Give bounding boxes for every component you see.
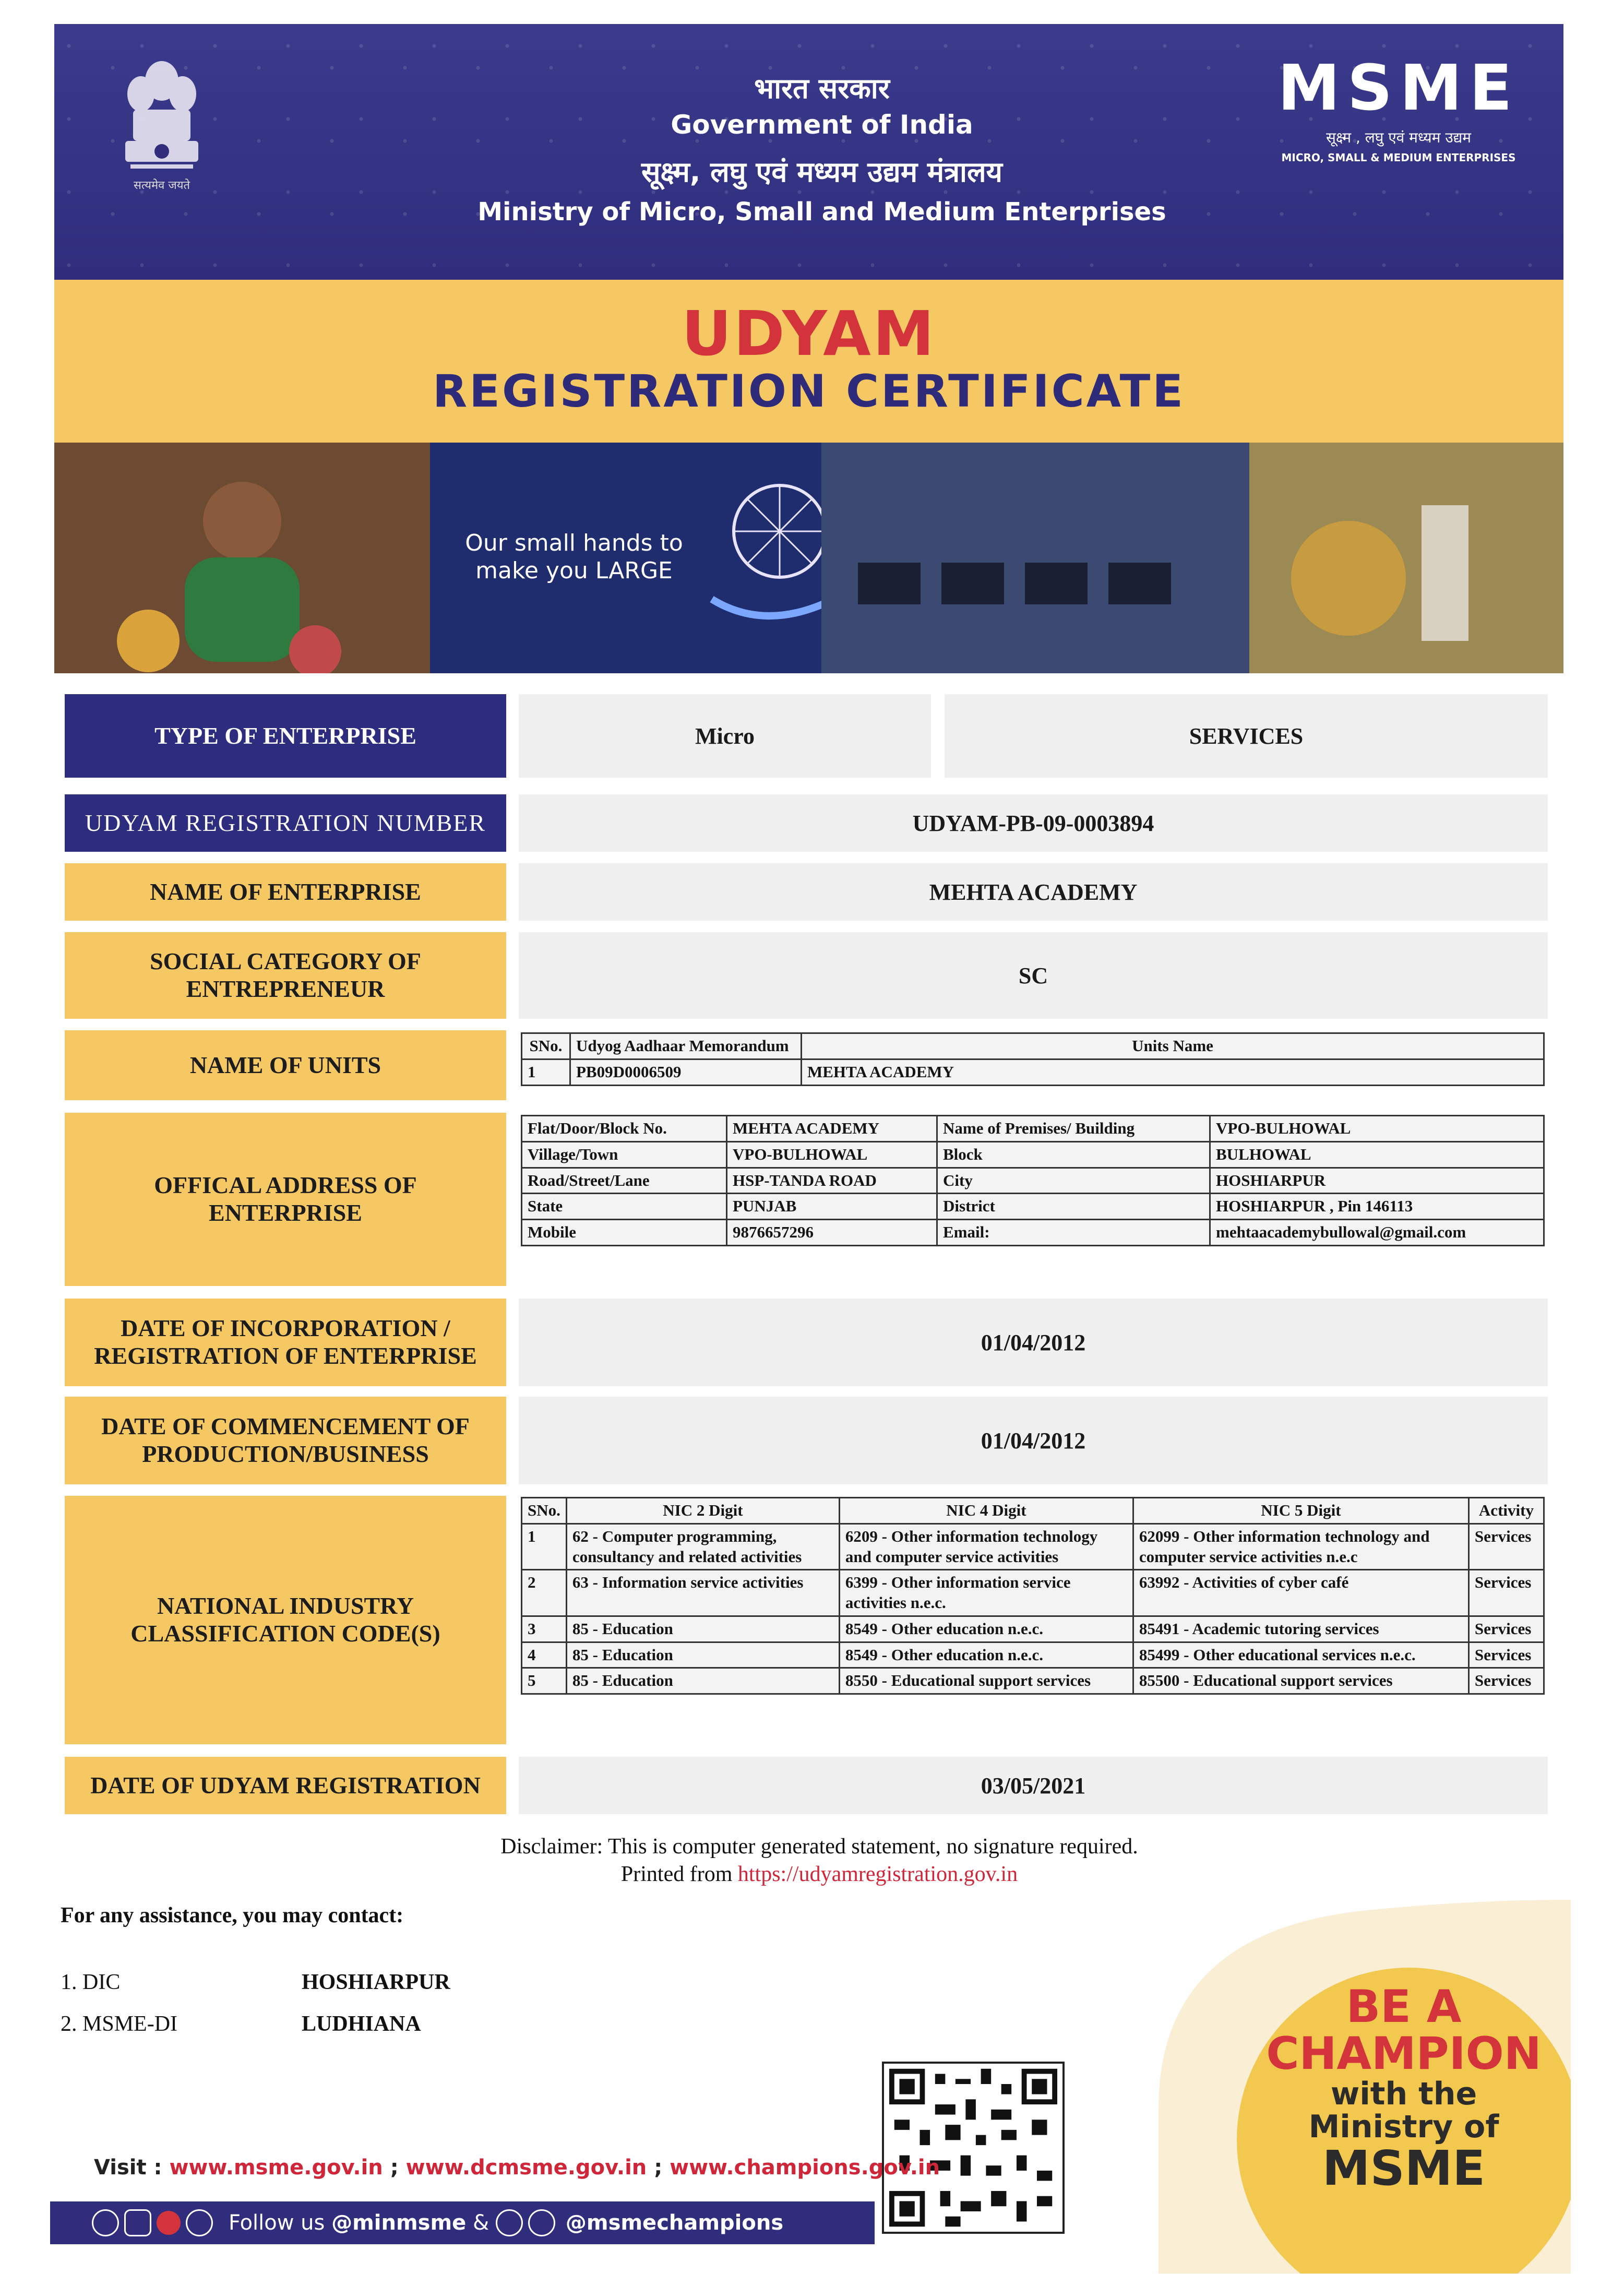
date-of-udyam-registration-value: 03/05/2021: [519, 1757, 1548, 1814]
address-cell: Road/Street/Lane: [522, 1168, 727, 1194]
nic-cell: 62099 - Other information technology and computer service activities n.e.c: [1133, 1523, 1468, 1570]
table-row: [522, 1059, 1544, 1085]
official-address-label: OFFICAL ADDRESS OF ENTERPRISE: [65, 1113, 506, 1286]
msme-logo-sub: MICRO, SMALL & MEDIUM ENTERPRISES: [1281, 151, 1516, 164]
certificate-title: REGISTRATION CERTIFICATE: [433, 365, 1185, 418]
nic-cell: 2: [522, 1570, 567, 1616]
champion-line3: with the: [1330, 2075, 1477, 2112]
nic-cell: Services: [1468, 1616, 1544, 1642]
visit-label: Visit :: [94, 2156, 162, 2180]
table-row: [522, 1616, 1544, 1642]
facebook-icon[interactable]: [496, 2209, 523, 2236]
enterprise-sector-value: SERVICES: [945, 694, 1548, 778]
date-of-commencement-label: DATE OF COMMENCEMENT OF PRODUCTION/BUSINESS: [65, 1397, 506, 1484]
banner-illustration: [54, 443, 1563, 673]
printed-from-label: Printed from: [620, 1862, 733, 1886]
nic-cell: 85499 - Other educational services n.e.c.: [1133, 1642, 1468, 1668]
units-table-header: [522, 1033, 1544, 1059]
nic-cell: Services: [1468, 1668, 1544, 1694]
nic-cell: 63992 - Activities of cyber café: [1133, 1570, 1468, 1616]
youtube-icon[interactable]: [157, 2211, 181, 2235]
nic-cell: 8549 - Other education n.e.c.: [839, 1642, 1133, 1668]
address-cell: Block: [937, 1141, 1210, 1168]
table-row: [522, 1668, 1544, 1694]
address-table: [521, 1115, 1545, 1246]
banner-tagline: [444, 530, 704, 585]
date-of-udyam-registration-label: DATE OF UDYAM REGISTRATION: [65, 1757, 506, 1814]
champion-line1: BE A: [1346, 1981, 1462, 2033]
nic-cell: 3: [522, 1616, 567, 1642]
dcmsme-link[interactable]: www.dcmsme.gov.in: [405, 2156, 647, 2180]
table-row: [522, 1220, 1544, 1246]
footer-visit: Visit : www.msme.gov.in ; www.dcmsme.gov.in ; www.champions.gov.in: [94, 2156, 940, 2180]
address-cell: HOSHIARPUR: [1210, 1168, 1544, 1194]
nic-cell: 62 - Computer programming, consultancy and related activities: [566, 1523, 839, 1570]
type-of-enterprise-value: Micro: [519, 694, 931, 778]
emblem-motto: सत्यमेव जयते: [133, 179, 190, 192]
contact-dic-label: 1. DIC: [61, 1970, 121, 1994]
twitter-icon[interactable]: [186, 2209, 213, 2236]
nic-cell: 85491 - Academic tutoring services: [1133, 1616, 1468, 1642]
units-col-sno: SNo.: [522, 1033, 570, 1059]
social-category-value: SC: [519, 932, 1548, 1019]
table-row: [522, 1642, 1544, 1668]
header-ministry: Ministry of Micro, Small and Medium Enterprises: [477, 197, 1166, 227]
national-emblem-icon: [110, 52, 214, 209]
nic-cell: 85500 - Educational support services: [1133, 1668, 1468, 1694]
units-table: [521, 1032, 1545, 1086]
msme-logo: [1273, 52, 1524, 172]
nic-col-5digit: NIC 5 Digit: [1133, 1498, 1468, 1524]
msme-logo-text: MSME: [1277, 52, 1520, 125]
nic-cell: 6209 - Other information technology and computer service activities: [839, 1523, 1133, 1570]
name-of-units-label: NAME OF UNITS: [65, 1030, 506, 1100]
address-cell: VPO-BULHOWAL: [1210, 1116, 1544, 1142]
banner-tagline-line1: Our small hands to: [465, 530, 683, 556]
contact-msmedi-value: LUDHIANA: [302, 2012, 421, 2036]
date-of-commencement-value: 01/04/2012: [519, 1397, 1548, 1484]
nic-cell: 8549 - Other education n.e.c.: [839, 1616, 1133, 1642]
units-cell: MEHTA ACADEMY: [802, 1059, 1544, 1085]
follow-label: Follow us: [229, 2211, 325, 2235]
handle-msmechampions[interactable]: @msmechampions: [565, 2211, 784, 2235]
address-cell: District: [937, 1194, 1210, 1220]
certificate-title-udyam: UDYAM: [681, 297, 937, 370]
address-cell: Name of Premises/ Building: [937, 1116, 1210, 1142]
units-col-uam: Udyog Aadhaar Memorandum: [570, 1033, 802, 1059]
email-value: mehtaacademybullowal@gmail.com: [1210, 1220, 1544, 1246]
nic-codes-label: NATIONAL INDUSTRY CLASSIFICATION CODE(S): [65, 1496, 506, 1744]
address-cell: BULHOWAL: [1210, 1141, 1544, 1168]
qr-code-icon: [882, 2062, 1065, 2234]
disclaimer: [365, 1833, 1273, 1888]
nic-cell: Services: [1468, 1570, 1544, 1616]
social-bar: Follow us @minmsme & @msmechampions: [50, 2201, 875, 2244]
nic-table: [521, 1497, 1545, 1695]
champion-line2: CHAMPION: [1266, 2028, 1542, 2080]
contact-msmedi-label: 2. MSME-DI: [61, 2012, 178, 2036]
address-cell: VPO-BULHOWAL: [727, 1141, 937, 1168]
udyam-portal-link[interactable]: https://udyamregistration.gov.in: [737, 1862, 1018, 1886]
name-of-enterprise-label: NAME OF ENTERPRISE: [65, 863, 506, 921]
nic-cell: 5: [522, 1668, 567, 1694]
champion-line5: MSME: [1322, 2140, 1486, 2196]
nic-cell: 85 - Education: [566, 1616, 839, 1642]
udyam-registration-number-value: UDYAM-PB-09-0003894: [519, 794, 1548, 852]
table-row: [522, 1523, 1544, 1570]
header-hindi-ministry: सूक्ष्म, लघु एवं मध्यम उद्यम मंत्रालय: [641, 156, 1002, 188]
disclaimer-line: Disclaimer: This is computer generated statement, no signature required.: [500, 1835, 1138, 1859]
banner-tagline-line2: make you LARGE: [475, 557, 673, 584]
name-of-enterprise-value: MEHTA ACADEMY: [519, 863, 1548, 921]
champions-link[interactable]: www.champions.gov.in: [670, 2156, 940, 2180]
nic-cell: 4: [522, 1642, 567, 1668]
units-col-name: Units Name: [802, 1033, 1544, 1059]
date-of-incorporation-value: 01/04/2012: [519, 1299, 1548, 1386]
address-cell: PUNJAB: [727, 1194, 937, 1220]
nic-cell: 6399 - Other information service activities n.e.c.: [839, 1570, 1133, 1616]
nic-col-activity: Activity: [1468, 1498, 1544, 1524]
nic-col-2digit: NIC 2 Digit: [566, 1498, 839, 1524]
msme-link[interactable]: www.msme.gov.in: [169, 2156, 383, 2180]
nic-cell: 1: [522, 1523, 567, 1570]
harvest-bundle-icon: [1291, 521, 1406, 636]
nic-col-4digit: NIC 4 Digit: [839, 1498, 1133, 1524]
nic-cell: 63 - Information service activities: [566, 1570, 839, 1616]
social-category-label: SOCIAL CATEGORY OF ENTREPRENEUR: [65, 932, 506, 1019]
nic-cell: 85 - Education: [566, 1642, 839, 1668]
nic-col-sno: SNo.: [522, 1498, 567, 1524]
date-of-incorporation-label: DATE OF INCORPORATION / REGISTRATION OF ENTERPRISE: [65, 1299, 506, 1386]
twitter-icon[interactable]: [528, 2209, 555, 2236]
artisan-figure-icon: [203, 482, 281, 560]
nic-cell: Services: [1468, 1642, 1544, 1668]
units-cell: 1: [522, 1059, 570, 1085]
table-row: [522, 1168, 1544, 1194]
facebook-icon[interactable]: [92, 2209, 119, 2236]
address-cell: City: [937, 1168, 1210, 1194]
table-row: [522, 1141, 1544, 1168]
handle-minmsme[interactable]: @minmsme: [331, 2211, 467, 2235]
contact-heading: For any assistance, you may contact:: [61, 1903, 404, 1927]
champion-text: [1216, 1983, 1592, 2194]
nic-cell: 85 - Education: [566, 1668, 839, 1694]
champion-line4: Ministry of: [1308, 2108, 1499, 2145]
units-cell: PB09D0006509: [570, 1059, 802, 1085]
address-cell: 9876657296: [727, 1220, 937, 1246]
contact-dic-value: HOSHIARPUR: [302, 1970, 450, 1994]
address-cell: HSP-TANDA ROAD: [727, 1168, 937, 1194]
address-cell: Mobile: [522, 1220, 727, 1246]
address-cell: Village/Town: [522, 1141, 727, 1168]
nic-cell: Services: [1468, 1523, 1544, 1570]
instagram-icon[interactable]: [124, 2209, 151, 2236]
address-cell: HOSHIARPUR , Pin 146113: [1210, 1194, 1544, 1220]
table-row: [522, 1194, 1544, 1220]
udyam-registration-number-label: UDYAM REGISTRATION NUMBER: [65, 794, 506, 852]
photo-banner: [54, 443, 1563, 673]
nic-table-header: [522, 1498, 1544, 1524]
table-row: [522, 1570, 1544, 1616]
address-cell: State: [522, 1194, 727, 1220]
msme-logo-hindi: सूक्ष्म , लघु एवं मध्यम उद्यम: [1326, 129, 1472, 146]
header-hindi-gov: भारत सरकार: [754, 72, 890, 105]
header-gov: Government of India: [671, 110, 973, 140]
address-cell: Flat/Door/Block No.: [522, 1116, 727, 1142]
address-cell: Email:: [937, 1220, 1210, 1246]
address-cell: MEHTA ACADEMY: [727, 1116, 937, 1142]
type-of-enterprise-label: TYPE OF ENTERPRISE: [65, 694, 506, 778]
table-row: [522, 1116, 1544, 1142]
nic-cell: 8550 - Educational support services: [839, 1668, 1133, 1694]
